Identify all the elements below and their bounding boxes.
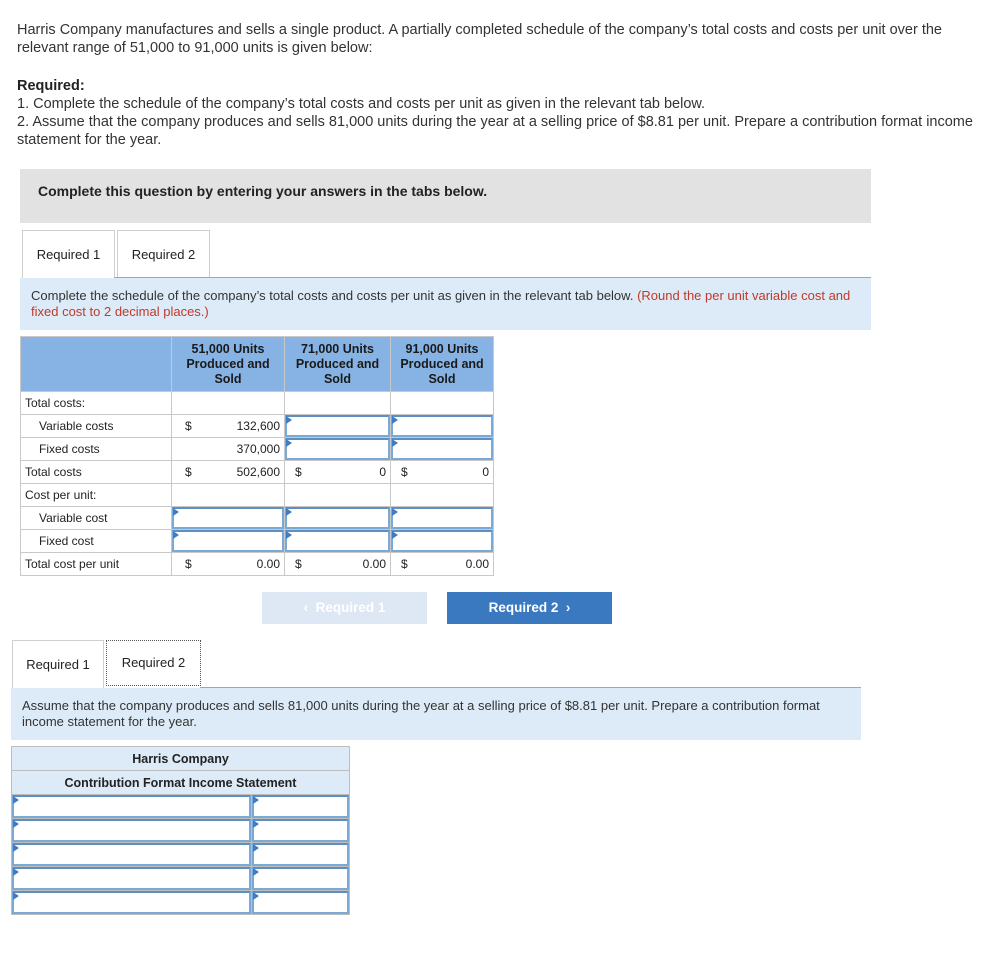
row-label-variable-costs: Variable costs <box>21 415 172 438</box>
instruction-banner <box>20 169 871 223</box>
requirement-1: 1. Complete the schedule of the company’s total costs and costs per unit as given in the relevant tab below. <box>17 96 706 112</box>
total-costs-91000: 0 <box>482 465 489 479</box>
column-header-71000: 71,000 Units Produced and Sold <box>285 337 391 392</box>
prev-required-1-button[interactable]: ‹ Required 1 <box>262 592 427 624</box>
requirement-2: 2. Assume that the company produces and sells 81,000 units during the year at a selling price of $8.81 per unit. Prepare a contribution format income statement for the year. <box>17 114 973 148</box>
total-costs-51000: 502,600 <box>236 465 280 479</box>
income-statement-amount-input-3[interactable] <box>252 843 349 866</box>
total-costs-71000: 0 <box>379 465 386 479</box>
tab-required-1[interactable]: Required 1 <box>22 230 115 278</box>
requirements <box>17 77 977 149</box>
currency-symbol: $ <box>185 557 192 571</box>
income-statement-amount-input-1[interactable] <box>252 795 349 818</box>
column-header-51000: 51,000 Units Produced and Sold <box>172 337 285 392</box>
total-cost-per-unit-91000: 0.00 <box>465 557 489 571</box>
fixed-costs-51000: 370,000 <box>236 442 280 456</box>
chevron-right-icon: › <box>565 600 571 615</box>
fixed-cost-per-unit-51000-input[interactable] <box>172 530 284 552</box>
next-required-2-button[interactable]: Required 2 › <box>447 592 612 624</box>
income-statement-amount-input-5[interactable] <box>252 891 349 914</box>
variable-costs-91000-input[interactable] <box>391 415 493 437</box>
company-name: Harris Company <box>12 747 350 771</box>
income-statement-amount-input-4[interactable] <box>252 867 349 890</box>
chevron-left-icon: ‹ <box>303 600 309 615</box>
cost-schedule-table <box>20 336 494 576</box>
variable-cost-per-unit-71000-input[interactable] <box>285 507 390 529</box>
currency-symbol: $ <box>295 557 302 571</box>
part2-instruction: Assume that the company produces and sells 81,000 units during the year at a selling price of $8.81 per unit. Prepare a contribution format income statement for the year. <box>11 688 861 740</box>
variable-cost-per-unit-91000-input[interactable] <box>391 507 493 529</box>
income-statement-label-input-5[interactable] <box>12 891 251 914</box>
row-label-total-costs: Total costs <box>21 461 172 484</box>
row-label-fixed-costs: Fixed costs <box>21 438 172 461</box>
currency-symbol: $ <box>401 465 408 479</box>
problem-intro: Harris Company manufactures and sells a single product. A partially completed schedule of the company’s total costs and costs per unit over the relevant range of 51,000 to 91,000 units is given below: <box>17 22 942 56</box>
row-label-total-costs-header: Total costs: <box>21 392 172 415</box>
row-label-cost-per-unit-header: Cost per unit: <box>21 484 172 507</box>
variable-cost-per-unit-51000-input[interactable] <box>172 507 284 529</box>
row-label-fixed-cost: Fixed cost <box>21 530 172 553</box>
fixed-cost-per-unit-91000-input[interactable] <box>391 530 493 552</box>
part1-instruction: Complete the schedule of the company’s total costs and costs per unit as given in the relevant tab below. (Round the per unit variable cost and fixed cost to 2 decimal places.) <box>20 278 871 330</box>
banner-text: Complete this question by entering your answers in the tabs below. <box>38 183 488 199</box>
currency-symbol: $ <box>185 419 192 433</box>
variable-costs-71000-input[interactable] <box>285 415 390 437</box>
income-statement-label-input-2[interactable] <box>12 819 251 842</box>
income-statement-amount-input-2[interactable] <box>252 819 349 842</box>
required-heading: Required: <box>17 78 85 94</box>
currency-symbol: $ <box>401 557 408 571</box>
income-statement-label-input-4[interactable] <box>12 867 251 890</box>
rounding-note: (Round the per unit variable cost and fixed cost to 2 decimal places.) <box>31 288 851 319</box>
tab-required-2[interactable]: Required 2 <box>117 230 210 278</box>
income-statement-label-input-1[interactable] <box>12 795 251 818</box>
income-statement-table <box>11 746 350 915</box>
total-cost-per-unit-71000: 0.00 <box>362 557 386 571</box>
fixed-cost-per-unit-71000-input[interactable] <box>285 530 390 552</box>
column-header-91000: 91,000 Units Produced and Sold <box>391 337 494 392</box>
variable-costs-51000: 132,600 <box>236 419 280 433</box>
row-label-total-cost-per-unit: Total cost per unit <box>21 553 172 576</box>
currency-symbol: $ <box>295 465 302 479</box>
currency-symbol: $ <box>185 465 192 479</box>
fixed-costs-91000-input[interactable] <box>391 438 493 460</box>
income-statement-label-input-3[interactable] <box>12 843 251 866</box>
fixed-costs-71000-input[interactable] <box>285 438 390 460</box>
tab-required-2-lower[interactable]: Required 2 <box>106 640 201 686</box>
tab-required-1-lower[interactable]: Required 1 <box>12 640 104 688</box>
total-cost-per-unit-51000: 0.00 <box>256 557 280 571</box>
statement-title: Contribution Format Income Statement <box>12 771 350 795</box>
row-label-variable-cost: Variable cost <box>21 507 172 530</box>
